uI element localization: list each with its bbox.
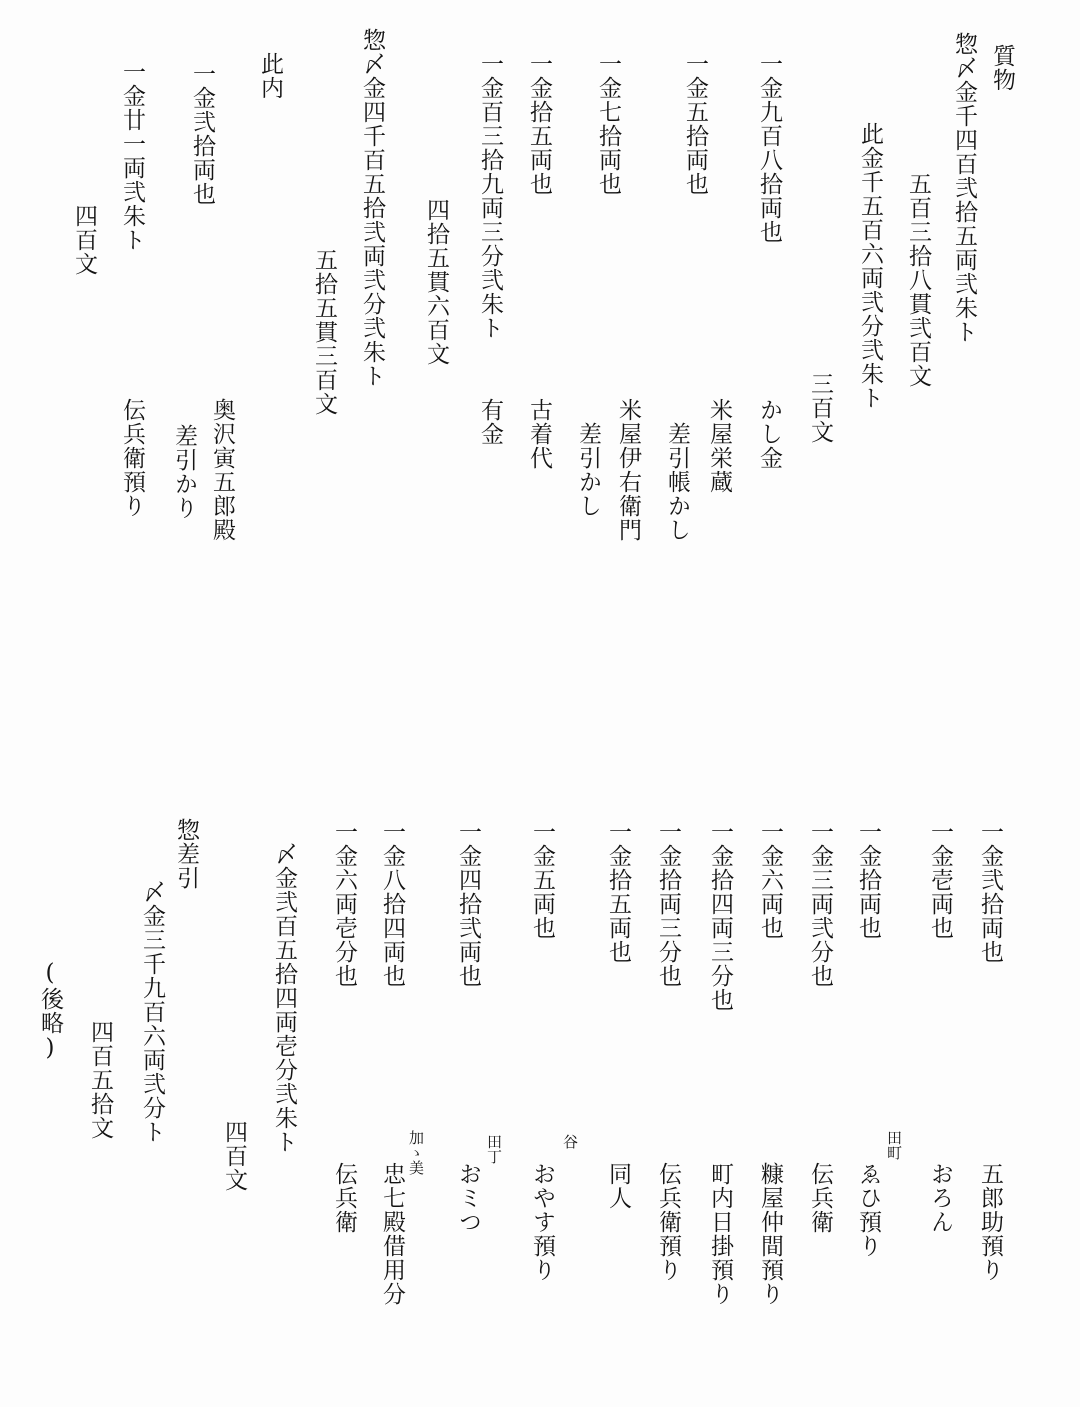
entry-note: 差引かり xyxy=(171,424,197,520)
entry-name: おやす預り xyxy=(529,1162,555,1282)
entry-amount: 一金弐拾両也 xyxy=(189,62,215,206)
entry-name: 忠七殿借用分 xyxy=(379,1162,405,1306)
heading-sousashihiki: 惣差引 xyxy=(173,818,199,890)
place-annotation: 加ゝ美 xyxy=(407,1130,425,1175)
entry-name: 同人 xyxy=(605,1162,631,1210)
entry-amount: 一金五両也 xyxy=(529,820,555,940)
entry-amount: 一金百三拾九両三分弐朱ト xyxy=(477,52,503,340)
entry-amount: 一金五拾両也 xyxy=(682,52,708,196)
amount-line: 四百五拾文 xyxy=(87,1020,113,1140)
place-annotation: 谷 xyxy=(561,1134,579,1149)
amount-line: 五拾五貫三百文 xyxy=(311,248,337,416)
entry-amount: 一金拾両也 xyxy=(855,820,881,940)
total-line: 〆金三千九百六両弐分ト xyxy=(139,880,165,1144)
omission-note: (後略) xyxy=(37,960,63,1062)
entry-name: おミつ xyxy=(455,1162,481,1234)
amount-line: 四百文 xyxy=(71,204,97,276)
entry-name: 奥沢寅五郎殿 xyxy=(209,398,235,542)
amount-line: 四百文 xyxy=(221,1120,247,1192)
entry-name: 五郎助預り xyxy=(977,1162,1003,1282)
entry-name: 糠屋仲間預り xyxy=(757,1162,783,1306)
entry-name: おろん xyxy=(927,1162,953,1234)
entry-name: ゑひ預り xyxy=(855,1162,881,1258)
entry-amount: 一金九百八拾両也 xyxy=(756,52,782,244)
subtotal-line: 〆金弐百五拾四両壱分弐朱ト xyxy=(271,842,297,1154)
entry-amount: 一金八拾四両也 xyxy=(379,820,405,988)
entry-name: 米屋伊右衛門 xyxy=(615,398,641,542)
entry-name: 伝兵衛預り xyxy=(655,1162,681,1282)
amount-line: 此金千五百六両弐分弐朱ト xyxy=(857,122,883,410)
heading-shichimotsu: 質物 xyxy=(989,44,1015,92)
entry-note: 差引かし xyxy=(575,422,601,518)
entry-amount: 一金四拾弐両也 xyxy=(455,820,481,988)
entry-amount: 一金六両壱分也 xyxy=(331,820,357,988)
entry-name: 町内日掛預り xyxy=(707,1162,733,1306)
entry-amount: 一金弐拾両也 xyxy=(977,820,1003,964)
entry-note: 差引帳かし xyxy=(664,422,690,542)
amount-line: 四拾五貫六百文 xyxy=(423,198,449,366)
entry-note: 有金 xyxy=(477,398,503,446)
total-line: 惣〆金四千百五拾弐両弐分弐朱ト xyxy=(359,28,385,388)
entry-name: 伝兵衛 xyxy=(331,1162,357,1234)
entry-amount: 一金廿一両弐朱ト xyxy=(119,60,145,252)
total-line: 惣〆金千四百弐拾五両弐朱ト xyxy=(951,32,977,344)
place-annotation: 田丁 xyxy=(485,1134,503,1164)
entry-amount: 一金拾両三分也 xyxy=(655,820,681,988)
entry-name: 伝兵衛 xyxy=(807,1162,833,1234)
entry-amount: 一金六両也 xyxy=(757,820,783,940)
amount-line: 五百三拾八貫弐百文 xyxy=(905,172,931,388)
entry-amount: 一金三両弐分也 xyxy=(807,820,833,988)
place-annotation: 田町 xyxy=(885,1130,903,1160)
amount-line: 三百文 xyxy=(807,372,833,444)
entry-amount: 一金拾五両也 xyxy=(526,52,552,196)
entry-name: 伝兵衛預り xyxy=(119,398,145,518)
entry-note: かし金 xyxy=(756,398,782,470)
entry-note: 古着代 xyxy=(526,398,552,470)
heading-konouchi: 此内 xyxy=(257,52,283,100)
entry-amount: 一金拾四両三分也 xyxy=(707,820,733,1012)
entry-amount: 一金拾五両也 xyxy=(605,820,631,964)
entry-name: 米屋栄蔵 xyxy=(706,398,732,494)
entry-amount: 一金七拾両也 xyxy=(595,52,621,196)
entry-amount: 一金壱両也 xyxy=(927,820,953,940)
